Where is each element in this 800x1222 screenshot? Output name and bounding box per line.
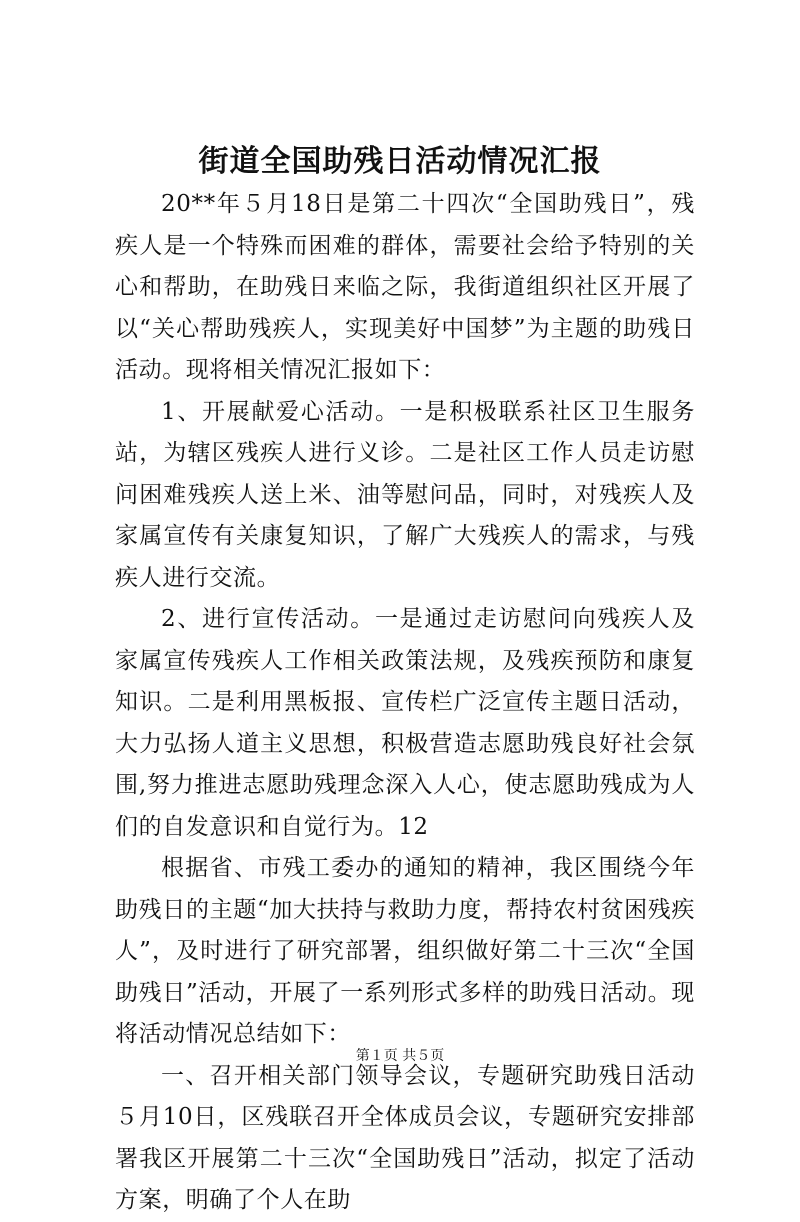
paragraph-2: 2、进行宣传活动。一是通过走访慰问向残疾人及家属宣传残疾人工作相关政策法规，及残疾预防和康复知识。二是利用黑板报、宣传栏广泛宣传主题日活动，大力弘扬人道主义思想，积极营造志愿助残良好社会氛围,努力推进志愿助残理念深入人心，使志愿助残成为人们的自发意识和自觉行为。12 — [115, 606, 695, 840]
page-number-footer: 第１页 共５页 — [355, 1048, 445, 1064]
paragraph-3: 根据省、市残工委办的通知的精神，我区围绕今年助残日的主题“加大扶持与救助力度，帮持农村贫困残疾人”，及时进行了研究部署，组织做好第二十三次“全国助残日”活动，开展了一系列形式多样的助残日活动。现将活动情况总结如下： — [115, 855, 695, 1047]
paragraph-4: 一、召开相关部门领导会议，专题研究助残日活动５月10日，区残联召开全体成员会议，专题研究安排部署我区开展第二十三次“全国助残日”活动，拟定了活动方案，明确了个人在助 — [115, 1062, 695, 1213]
paragraph-1: 1、开展献爱心活动。一是积极联系社区卫生服务站，为辖区残疾人进行义诊。二是社区工作人员走访慰问困难残疾人送上米、油等慰问品，同时，对残疾人及家属宣传有关康复知识，了解广大残疾人的需求，与残疾人进行交流。 — [115, 398, 695, 591]
document-title: 街道全国助残日活动情况汇报 — [198, 144, 602, 179]
paragraph-intro: 20**年５月18日是第二十四次“全国助残日”，残疾人是一个特殊而困难的群体，需要社会给予特别的关心和帮助，在助残日来临之际，我街道组织社区开展了以“关心帮助残疾人，实现美好中国梦”为主题的助残日活动。现将相关情况汇报如下： — [115, 191, 695, 383]
